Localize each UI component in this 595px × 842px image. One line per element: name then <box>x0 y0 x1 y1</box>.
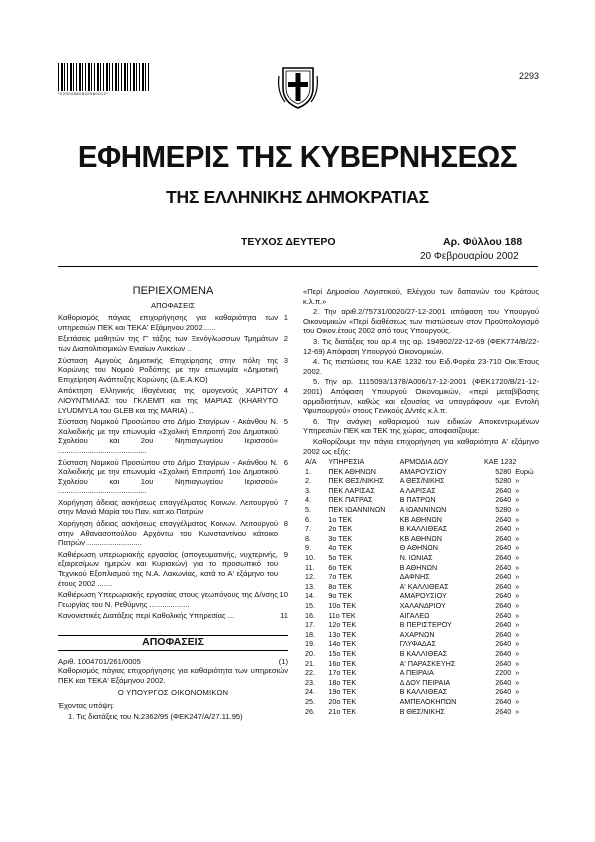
toc-item <box>58 417 288 455</box>
paragraph-7: Καθορίζουμε την πάγια επιχορήγηση για καθαριότητα Α' εξάμηνο 2002 ως εξής: <box>303 436 539 456</box>
table-row <box>303 563 539 573</box>
left-column <box>58 287 288 722</box>
row-amount: 2640 <box>495 543 512 553</box>
row-number: 2. <box>305 476 311 486</box>
row-tax-office: Θ ΑΘΗΝΩΝ <box>399 543 438 553</box>
toc-item-text: Καθορισμός πάγιας επιχορήγησης για καθαριότητα των υπηρεσιών ΠΕΚ και ΤΕΚΑ' Εξάμηνου 2002...... <box>58 313 278 332</box>
row-unit: » <box>515 485 520 495</box>
row-tax-office: Β ΑΘΗΝΩΝ <box>399 562 438 572</box>
toc-item <box>58 458 288 496</box>
row-unit: » <box>515 524 520 534</box>
row-amount: 2640 <box>495 658 512 668</box>
table-row <box>303 707 539 717</box>
row-amount: 5280 <box>495 466 512 476</box>
row-tax-office: ΓΛΥΦΑΔΑΣ <box>399 639 436 649</box>
row-amount: 2640 <box>495 696 512 706</box>
toc-item-page: 8 <box>283 519 288 529</box>
row-amount: 2640 <box>495 648 512 658</box>
row-unit: » <box>515 533 520 543</box>
gazette-title: ΕΦΗΜΕΡΙΣ ΤΗΣ ΚΥΒΕΡΝΗΣΕΩΣ <box>77 139 518 174</box>
row-tax-office: Α ΙΩΑΝΝΙΝΩΝ <box>399 505 447 515</box>
row-amount: 2640 <box>495 553 512 563</box>
row-service: ΠΕΚ ΘΕΣ/ΝΙΚΗΣ <box>328 476 384 486</box>
toc-item <box>58 519 288 548</box>
table-row <box>303 467 539 477</box>
row-amount: 2640 <box>495 572 512 582</box>
row-unit: » <box>515 639 520 649</box>
table-row <box>303 582 539 592</box>
row-tax-office: ΑΜΠΕΛΟΚΗΠΩΝ <box>399 696 457 706</box>
row-tax-office: Α' ΠΑΡΑΣΚΕΥΗΣ <box>399 658 456 668</box>
row-number: 25. <box>305 696 315 706</box>
toc-item <box>58 334 288 353</box>
row-amount: 2640 <box>495 687 512 697</box>
row-tax-office: Β ΘΕΣ/ΝΙΚΗΣ <box>399 706 445 716</box>
row-amount: 2640 <box>495 677 512 687</box>
row-amount: 5280 <box>495 476 512 486</box>
row-unit: » <box>515 495 520 505</box>
toc-item <box>58 313 288 332</box>
toc-item <box>58 550 288 588</box>
table-row <box>303 620 539 630</box>
row-service: 10ο ΤΕΚ <box>328 601 357 610</box>
row-service: 7ο ΤΕΚ <box>328 572 353 582</box>
row-service: 3ο ΤΕΚ <box>328 533 353 543</box>
col-header-service: ΥΠΗΡΕΣΙΑ <box>328 457 365 467</box>
toc-list <box>58 313 288 621</box>
row-number: 9. <box>305 543 311 553</box>
row-amount: 2640 <box>495 562 512 572</box>
toc-item-page: 5 <box>283 417 288 427</box>
row-number: 18. <box>305 629 315 639</box>
toc-item-text: Σύσταση Νομικού Προσώπου στο Δήμο Σταγίρων - Ακάνθου Ν. Χαλκιδικής με την επωνυμία «Σχολική Επιτροπή 1ου Δημοτικού Σχολείου και 1ου Νηπιαγωγείου Ιερισσού» .......................................... <box>58 457 278 496</box>
row-unit: » <box>515 610 520 620</box>
table-row <box>303 476 539 486</box>
row-service: 11ο ΤΕΚ <box>328 610 356 620</box>
col-header-aa: Α/Α <box>305 457 317 467</box>
row-number: 20. <box>305 648 315 658</box>
row-unit: » <box>515 601 520 610</box>
allocation-header-row <box>303 457 539 467</box>
row-tax-office: Β ΠΕΡΙΣΤΕΡΟΥ <box>399 620 452 630</box>
row-tax-office: Β ΠΑΤΡΩΝ <box>399 495 436 505</box>
row-service: 2ο ΤΕΚ <box>328 524 353 534</box>
row-unit: » <box>515 572 520 582</box>
row-service: ΠΕΚ ΠΑΤΡΑΣ <box>328 495 373 505</box>
toc-item-text: Σύσταση Αμιγούς Δημοτικής Επιχείρησης στην πόλη της Κορώνης του Νομού Ροδόπης με την επωνυμία «Δημοτική Επιχείρηση Ανάπτυξης Κορώνης (Δ.Ε.Α.ΚΟ) <box>58 355 278 384</box>
toc-item <box>58 498 288 517</box>
table-row <box>303 524 539 534</box>
row-unit: » <box>515 696 520 706</box>
row-unit: » <box>515 476 520 486</box>
row-number: 15. <box>305 601 315 610</box>
row-service: 6ο ΤΕΚ <box>328 562 353 572</box>
paragraph-2: 2. Την αριθ.2/75731/0020/27-12-2001 απόφαση του Υπουργού Οικονομικών «Περί διαθέσεως των πιστώσεων στον Προϋπολογισμό του Οικον.έτους 2002 από τους Υπουργούς. <box>303 307 539 336</box>
barcode <box>58 63 150 91</box>
toc-item-text: Εξετάσεις μαθητών της Γ' τάξης των Ξενόγλωσσων Τμημάτων των Διαπολιτισμικών Ενιαίων Λυκείων .. <box>58 334 278 353</box>
col-header-kae: ΚΑΕ 1232 <box>483 457 517 467</box>
row-number: 16. <box>305 610 315 620</box>
row-service: ΠΕΚ ΑΘΗΝΩΝ <box>328 466 376 476</box>
row-tax-office: ΚΒ ΑΘΗΝΩΝ <box>399 533 442 543</box>
table-row <box>303 630 539 640</box>
row-tax-office: ΑΜΑΡΟΥΣΙΟΥ <box>399 591 447 601</box>
table-row <box>303 543 539 553</box>
row-tax-office: Β ΚΑΛΛΙΘΕΑΣ <box>399 648 448 658</box>
row-unit: » <box>515 581 520 591</box>
row-number: 5. <box>305 505 311 515</box>
row-tax-office: ΚΒ ΑΘΗΝΩΝ <box>399 514 442 524</box>
row-amount: 2640 <box>495 524 512 534</box>
toc-item-text: Καθιέρωση υπερωριακής εργασίας (απογευματινής, νυχτερινής, εξαιρεσίμων ημερών και Κυριακών) για το προσωπικό του Τεχνικού Εξοπλισμού της Ν.Α. Λακωνίας, κατά το Α' εξάμηνο του έτους 2002 ....... <box>58 549 278 588</box>
row-tax-office: ΑΙΓΑΛΕΩ <box>399 610 430 620</box>
row-number: 21. <box>305 658 315 668</box>
table-row <box>303 649 539 659</box>
having-regard: Έχοντας υπόψη: <box>58 700 115 710</box>
page-number: 2293 <box>518 71 539 81</box>
row-amount: 2640 <box>495 485 512 495</box>
row-service: 13ο ΤΕΚ <box>328 629 357 639</box>
row-unit: Ευρώ <box>515 466 534 476</box>
row-number: 8. <box>305 533 311 543</box>
row-service: 8ο ΤΕΚ <box>328 581 353 591</box>
row-unit: » <box>515 620 520 630</box>
toc-item <box>58 356 288 385</box>
toc-item-page: 7 <box>283 497 288 507</box>
paragraph-4: 4. Τις πιστώσεις του ΚΑΕ 1232 του Ειδ.Φορέα 23-710 Οικ.Έτους 2002. <box>303 357 539 376</box>
row-unit: » <box>515 687 520 697</box>
row-amount: 2640 <box>495 610 512 620</box>
row-service: 16ο ΤΕΚ <box>328 658 357 668</box>
row-tax-office: Ν. ΙΩΝΙΑΣ <box>399 553 433 563</box>
table-row <box>303 678 539 688</box>
table-row <box>303 611 539 621</box>
row-unit: » <box>515 629 520 639</box>
decision-paragraph-1: 1. Τις διατάξεις του Ν.2362/95 (ΦΕΚ247/Α/27.11.95) <box>68 711 243 721</box>
toc-item <box>58 590 288 609</box>
row-unit: » <box>515 505 520 515</box>
row-service: 5ο ΤΕΚ <box>328 553 353 563</box>
table-row <box>303 591 539 601</box>
row-tax-office: Α ΛΑΡΙΣΑΣ <box>399 485 436 495</box>
row-amount: 2640 <box>495 514 512 524</box>
paragraph-3: 3. Τις διατάξεις του αρ.4 της αρ. 194902/22-12-69 (ΦΕΚ774/Β/22-12-69) Απόφαση Υπουργού Οικονομικών. <box>303 336 539 356</box>
toc-item-page: 4 <box>283 386 288 396</box>
row-tax-office: Α ΘΕΣ/ΝΙΚΗΣ <box>399 476 445 486</box>
table-row <box>303 697 539 707</box>
row-number: 12. <box>305 572 315 582</box>
row-service: 17ο ΤΕΚ <box>328 668 357 678</box>
row-tax-office: ΔΑΦΝΗΣ <box>399 572 430 582</box>
row-amount: 5280 <box>495 505 512 515</box>
row-unit: » <box>515 562 520 572</box>
row-number: 14. <box>305 591 315 601</box>
row-tax-office: Β ΚΑΛΛΙΘΕΑΣ <box>399 687 448 697</box>
row-tax-office: Α' ΚΑΛΛΙΘΕΑΣ <box>399 581 449 591</box>
row-service: 21ο ΤΕΚ <box>328 706 357 716</box>
table-row <box>303 572 539 582</box>
row-unit: » <box>515 514 520 524</box>
toc-item-page: 10 <box>279 590 288 600</box>
toc-item-text: Απόκτηση Ελληνικής Ιθαγένειας της ομογενούς ΧΑΡΙΤΟΥ ΛΙΟΥΝΤΜΙΛΑΣ του ΓΚΛΕΜΠ και της ΜΑΡΙΑΣ (KHARYTO LYUDMYLA του GLEB και της MARIA) .. <box>58 386 278 415</box>
row-tax-office: Δ ΔΟΥ ΠΕΙΡΑΙΑ <box>399 677 451 687</box>
toc-item <box>58 611 288 621</box>
issue-number: Αρ. Φύλλου 188 <box>443 236 523 248</box>
table-row <box>303 601 539 611</box>
toc-item-page: 3 <box>283 355 288 365</box>
barcode-number: *02000880502980012* <box>58 91 109 96</box>
decisions-heading: ΑΠΟΦΑΣΕΙΣ <box>58 635 288 651</box>
row-service: ΠΕΚ ΙΩΑΝΝΙΝΩΝ <box>328 505 386 515</box>
toc-item-page: 9 <box>283 549 288 559</box>
decision-ref: Αριθ. 1004701/261/0005 <box>58 656 141 666</box>
row-amount: 2640 <box>495 706 512 716</box>
row-unit: » <box>515 648 520 658</box>
toc-item <box>58 386 288 415</box>
row-unit: » <box>515 553 520 563</box>
row-amount: 2640 <box>495 601 512 610</box>
row-unit: » <box>515 706 520 716</box>
row-service: 9ο ΤΕΚ <box>328 591 353 601</box>
table-row <box>303 659 539 669</box>
row-amount: 2200 <box>495 668 512 678</box>
allocation-body <box>303 467 539 716</box>
row-unit: » <box>515 543 520 553</box>
allocation-table <box>303 457 539 716</box>
right-column <box>303 287 539 716</box>
table-row <box>303 668 539 678</box>
row-tax-office: Α ΠΕΙΡΑΙΑ <box>399 668 434 678</box>
issue-date: 20 Φεβρουαρίου 2002 <box>420 251 519 262</box>
row-tax-office: Β ΚΑΛΛΙΘΕΑΣ <box>399 524 448 534</box>
table-row <box>303 486 539 496</box>
minister-heading: Ο ΥΠΟΥΡΓΟΣ ΟΙΚΟΝΟΜΙΚΩΝ <box>117 688 229 698</box>
row-amount: 2640 <box>495 620 512 630</box>
col-header-doy: ΑΡΜΟΔΙΑ ΔΟΥ <box>399 457 449 467</box>
toc-item-text: Καθιέρωση Υπερωριακής εργασίας στους γεωπόνους της Δ/νσης Γεωργίας του Ν. Ρεθύμνης ................... <box>58 590 278 609</box>
row-number: 4. <box>305 495 311 505</box>
table-row <box>303 553 539 563</box>
national-emblem-icon <box>275 64 321 110</box>
row-unit: » <box>515 677 520 687</box>
row-tax-office: ΑΧΑΡΝΩΝ <box>399 629 435 639</box>
row-number: 6. <box>305 514 311 524</box>
decision-ref-row <box>58 657 288 667</box>
row-unit: » <box>515 591 520 601</box>
header-divider <box>58 266 538 267</box>
issue-series: ΤΕΥΧΟΣ ΔΕΥΤΕΡΟ <box>241 236 336 248</box>
row-service: 18ο ΤΕΚ <box>328 677 357 687</box>
toc-item-text: Κανονιστικές Διατάξεις περί Καθολικής Υπηρεσίας ... <box>58 611 235 621</box>
row-number: 17. <box>305 620 315 630</box>
row-unit: » <box>515 658 520 668</box>
toc-title: ΠΕΡΙΕΧΟΜΕΝΑ <box>132 285 214 297</box>
row-amount: 2640 <box>495 533 512 543</box>
row-number: 23. <box>305 677 315 687</box>
paragraph-5: 5. Την αρ. 1115093/1378/Α006/17-12-2001 (ΦΕΚ1720/Β/21-12-2001) Απόφαση Υπουργού Οικονομικών, «περί μεταβίβασης αρμοδιοτήτων, καθώς και εξουσίας να υπογράφουν «με Εντολή Υφυπουργού» στους Γενικούς Δ/ντές κ.λ.π. <box>303 377 539 416</box>
row-number: 1. <box>305 466 311 476</box>
row-service: 14ο ΤΕΚ <box>328 639 357 649</box>
table-row <box>303 687 539 697</box>
row-number: 7. <box>305 524 311 534</box>
row-service: 20ο ΤΕΚ <box>328 696 357 706</box>
row-number: 3. <box>305 485 311 495</box>
table-row <box>303 639 539 649</box>
toc-subtitle: ΑΠΟΦΑΣΕΙΣ <box>151 300 195 310</box>
decision-subject: Καθορισμός πάγιας επιχορήγησης για καθαριότητα των υπηρεσιών ΠΕΚ και ΤΕΚΑ' Εξάμηνου 2002. <box>58 666 288 685</box>
paragraph-6: 6. Την ανάγκη καθαρισμού των ειδικών Αποκεντρωμένων Υπηρεσιών ΠΕΚ και ΤΕΚ της χώρας, αποφασίζουμε: <box>303 416 539 436</box>
row-number: 26. <box>305 706 315 716</box>
toc-item-page: 6 <box>283 457 288 467</box>
table-row <box>303 505 539 515</box>
gazette-subtitle: ΤΗΣ ΕΛΛΗΝΙΚΗΣ ΔΗΜΟΚΡΑΤΙΑΣ <box>166 187 429 207</box>
decision-number: (1) <box>278 656 288 666</box>
row-amount: 2640 <box>495 495 512 505</box>
row-service: ΠΕΚ ΛΑΡΙΣΑΣ <box>328 485 375 495</box>
toc-item-page: 1 <box>283 313 288 323</box>
row-amount: 2640 <box>495 629 512 639</box>
toc-item-text: Χορήγηση άδειας ασκήσεως επαγγέλματος Κοινων. Λειτουργού στην Αθανασοπούλου Αρχόντω του Κωνσταντίνου κάτοικο Πατρών .......................... <box>58 519 278 548</box>
row-tax-office: ΧΑΛΑΝΔΡΙΟΥ <box>399 601 446 610</box>
table-row <box>303 495 539 505</box>
row-service: 19ο ΤΕΚ <box>328 687 357 697</box>
paragraph-1-cont: «Περί Δημοσίου Λογιστικού, Ελέγχου των δαπανών του Κράτους κ.λ.π.» <box>303 287 539 306</box>
row-unit: » <box>515 668 520 678</box>
row-amount: 2640 <box>495 591 512 601</box>
row-amount: 2640 <box>495 639 512 649</box>
row-number: 13. <box>305 581 315 591</box>
toc-item-page: 2 <box>283 334 288 344</box>
toc-item-text: Χορήγηση άδειας ασκήσεως επαγγέλματος Κοινων. Λειτουργού στην Μανιά Μαρία του Παν. κατ.κο Πατρών <box>58 497 278 517</box>
toc-item-text: Σύσταση Νομικού Προσώπου στο Δήμο Σταγίρων - Ακάνθου Ν. Χαλκιδικής με την επωνυμία «Σχολική Επιτροπή 2ου Δημοτικού Σχολείου και 2ου Νηπιαγωγείου Ιερισσού» .......................................... <box>58 417 278 455</box>
row-service: 12ο ΤΕΚ <box>328 620 357 630</box>
table-row <box>303 534 539 544</box>
table-row <box>303 515 539 525</box>
toc-item-page: 11 <box>280 611 288 621</box>
row-service: 15ο ΤΕΚ <box>328 648 357 658</box>
row-tax-office: ΑΜΑΡΟΥΣΙΟΥ <box>399 466 447 476</box>
row-amount: 2640 <box>495 581 512 591</box>
row-number: 10. <box>305 553 315 563</box>
row-service: 1ο ΤΕΚ <box>328 514 353 524</box>
row-number: 22. <box>305 668 315 678</box>
row-number: 11. <box>305 562 315 572</box>
row-number: 24. <box>305 687 315 697</box>
row-service: 4ο ΤΕΚ <box>328 543 353 553</box>
row-number: 19. <box>305 639 315 649</box>
